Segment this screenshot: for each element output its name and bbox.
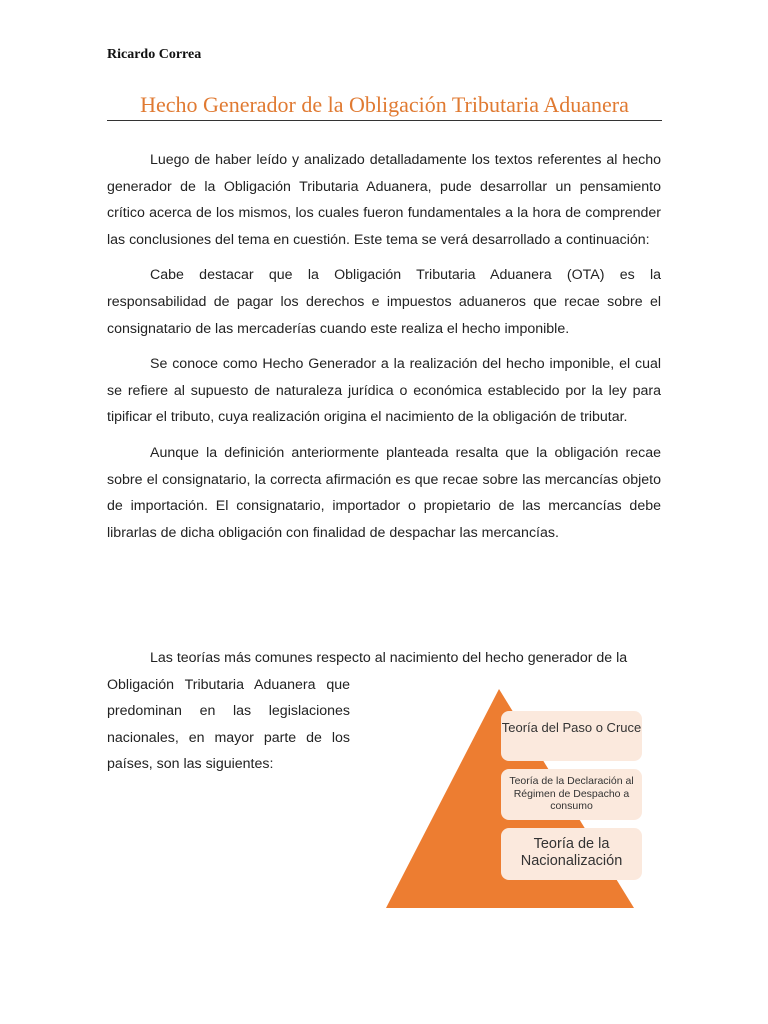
paragraph-1: Luego de haber leído y analizado detalladamente los textos referentes al hecho generador de la Obligación Tributaria Aduanera, pude desarrollar un pensamiento crítico acerca de los mismos, los cuales fueron fundamentales a la hora de comprender las conclusiones del tema en cuestión. Este tema se verá desarrollado a continuación: [107, 152, 661, 248]
pyramid-level-1: Teoría del Paso o Cruce [501, 711, 642, 761]
paragraph-2: Cabe destacar que la Obligación Tributaria Aduanera (OTA) es la responsabilidad de pagar los derechos e impuestos aduaneros que recae sobre el consignatario de las mercaderías cuando este realiza el hecho imponible. [107, 267, 661, 337]
pyramid-level-3: Teoría de la Nacionalización [501, 828, 642, 880]
body-text [107, 147, 661, 555]
paragraph-3: Se conoce como Hecho Generador a la realización del hecho imponible, el cual se refiere al supuesto de naturaleza jurídica o económica establecido por la ley para tipificar el tributo, cuya realización origina el nacimiento de la obligación de tributar. [107, 356, 661, 426]
title-underline [107, 120, 662, 121]
pyramid-level-2: Teoría de la Declaración al Régimen de Despacho a consumo [501, 769, 642, 820]
document-title: Hecho Generador de la Obligación Tributaria Aduanera [140, 92, 629, 117]
author-name: Ricardo Correa [107, 47, 202, 62]
paragraph-4: Aunque la definición anteriormente planteada resalta que la obligación recae sobre el consignatario, la correcta afirmación es que recae sobre las mercancías objeto de importación. El consignatario, importador o propietario de las mercancías debe librarlas de dicha obligación con finalidad de despachar las mercancías. [107, 444, 661, 541]
paragraph-5-first-line: Las teorías más comunes respecto al nacimiento del hecho generador de la [150, 650, 628, 666]
paragraph-5-wrapped-text: Obligación Tributaria Aduanera que predominan en las legislaciones nacionales, en mayor parte de los países, son las siguientes: [107, 676, 350, 773]
